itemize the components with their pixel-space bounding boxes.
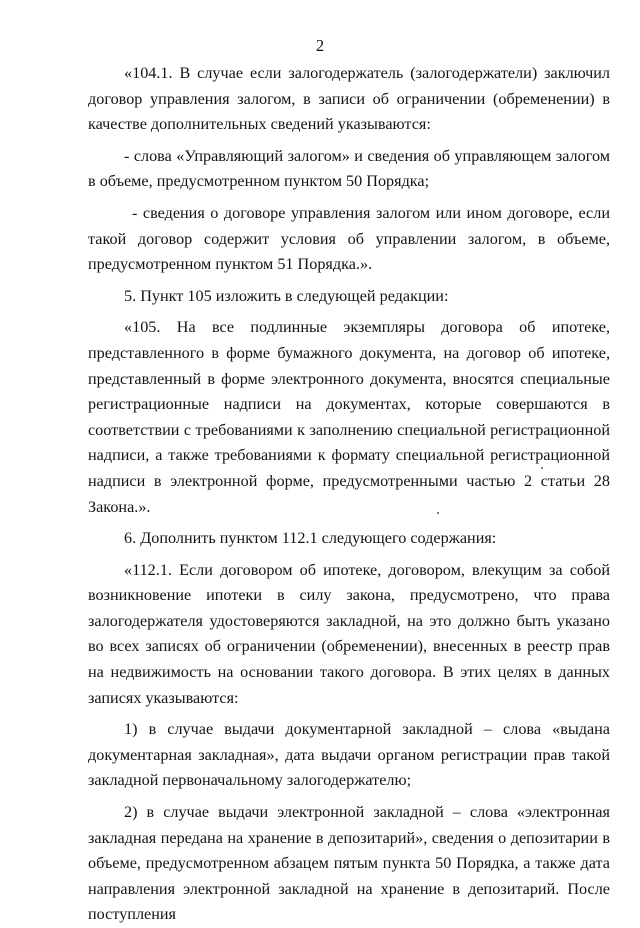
page-number: 2 [315, 36, 325, 55]
paragraph-item-6: 6. Дополнить пунктом 112.1 следующего содержания: [124, 529, 497, 548]
scan-speck [437, 512, 439, 514]
document-body [88, 61, 610, 928]
paragraph-item-5: 5. Пункт 105 изложить в следующей редакции: [124, 286, 449, 305]
paragraph-subitem-2: 2) в случае выдачи электронной закладной – слова «электронная закладная передана на хранение в депозитарий», сведения о депозитарии в объеме, предусмотренном абзацем пятым пункта 50 Порядка, а также дата направления электронной закладной на хранение в депозитарий. После поступления [88, 803, 610, 924]
paragraph-105: «105. На все подлинные экземпляры договора об ипотеке, представленного в форме бумажного документа, на договор об ипотеке, представленный в форме электронного документа, вносятся специальные регистрационные надписи на документах, которые совершаются в соответствии с требованиями к заполнению специальной регистрационной надписи, а также требованиями к формату специальной регистрационной надписи в электронной форме, предусмотренными частью 2 статьи 28 Закона.». [88, 318, 610, 516]
paragraph-contract-info: - сведения о договоре управления залогом или ином договоре, если такой договор содержит условия об управлении залогом, в объеме, предусмотренном пунктом 51 Порядка.». [88, 203, 610, 274]
scan-speck [541, 467, 543, 469]
paragraph-manager-words: - слова «Управляющий залогом» и сведения об управляющем залогом в объеме, предусмотренном пунктом 50 Порядка; [88, 146, 610, 191]
paragraph-104-1: «104.1. В случае если залогодержатель (залогодержатели) заключил договор управления залогом, в записи об ограничении (обременении) в качестве дополнительных сведений указываются: [88, 64, 610, 134]
paragraph-112-1: «112.1. Если договором об ипотеке, договором, влекущим за собой возникновение ипотеки в силу закона, предусмотрено, что права залогодержателя удостоверяются закладной, на это должно быть указано во всех записях об ограничении (обременении), внесенных в реестр прав на недвижимость на основании такого договора. В этих целях в данных записях указываются: [88, 560, 610, 707]
paragraph-subitem-1: 1) в случае выдачи документарной закладной – слова «выдана документарная закладная», дата выдачи органом регистрации прав такой закладной первоначальному залогодержателю; [88, 720, 610, 790]
